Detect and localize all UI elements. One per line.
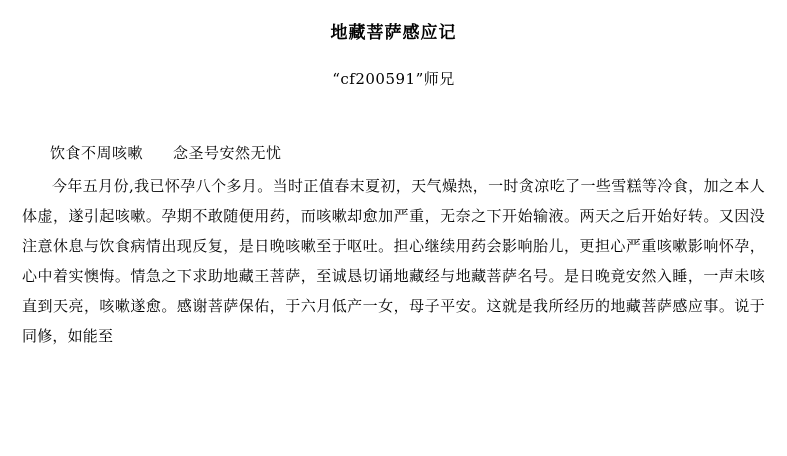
subtitle-open-quote: “ [332, 70, 341, 89]
subtitle-suffix: ”师兄 [415, 70, 455, 89]
section-heading-left: 饮食不周咳嗽 [50, 143, 144, 162]
section-heading [22, 142, 765, 165]
document-page [0, 22, 787, 456]
document-title: 地藏菩萨感应记 [330, 23, 457, 43]
subtitle-author-id: cf200591 [340, 70, 416, 89]
document-subtitle [22, 70, 765, 90]
body-paragraph: 今年五月份,我已怀孕八个多月。当时正值春末夏初，天气燥热，一时贪凉吃了一些雪糕等冷食，加之本人体虚，遂引起咳嗽。孕期不敢随便用药，而咳嗽却愈加严重，无奈之下开始输液。两天之后开始好转。又因没注意休息与饮食病情出现反复，是日晚咳嗽至于呕吐。担心继续用药会影响胎儿，更担心严重咳嗽影响怀孕，心中着实懊悔。情急之下求助地藏王菩萨，至诚恳切诵地藏经与地藏菩萨名号。是日晚竟安然入睡，一声未咳直到天亮，咳嗽遂愈。感谢菩萨保佑，于六月低产一女，母子平安。这就是我所经历的地藏菩萨感应事。说于同修，如能至 [22, 177, 765, 346]
section-heading-right: 念圣号安然无忧 [173, 143, 282, 162]
